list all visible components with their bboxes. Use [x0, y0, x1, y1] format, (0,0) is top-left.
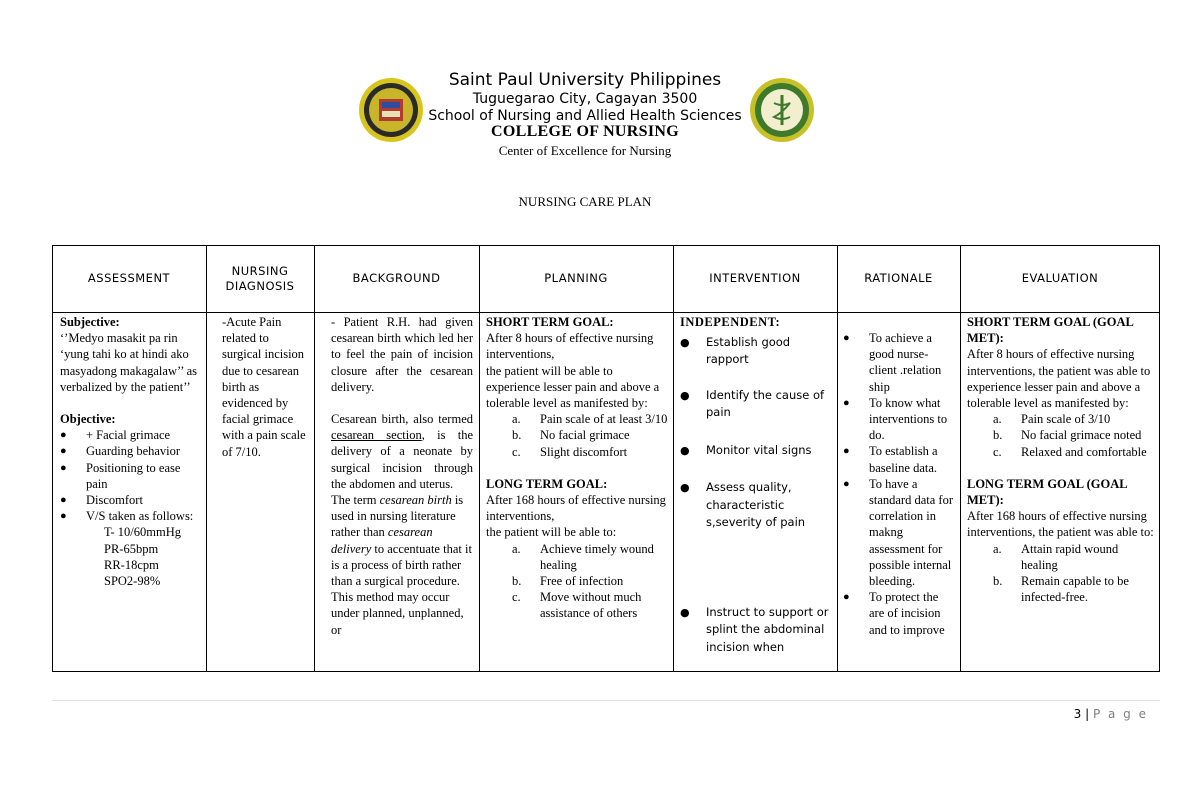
- text-run: cesarean delivery: [331, 525, 433, 556]
- background-paragraph: [331, 492, 473, 638]
- long-term-results: [967, 541, 1157, 606]
- background-cell: [331, 314, 473, 670]
- list-item: ● Positioning to ease pain: [60, 460, 202, 492]
- list-item: c. Move without much assistance of others: [512, 590, 642, 621]
- text-run: cesarean birth: [379, 493, 452, 508]
- list-item: b. Remain capable to be infected-free.: [993, 574, 1129, 605]
- header-planning: PLANNING: [544, 271, 608, 285]
- list-item: a. Pain scale of at least 3/10: [512, 412, 668, 427]
- background-paragraph: - Patient R.H. had given cesarean birth which led her to feel the pain of incision closure after the cesarean delivery.: [331, 315, 473, 394]
- college-tagline: Center of Excellence for Nursing: [498, 143, 672, 158]
- text-run: The term: [331, 493, 380, 508]
- list-item: ● Assess quality, characteristic s,severity of pain: [680, 479, 832, 532]
- footer-divider: [52, 700, 1160, 701]
- long-term-criteria: [486, 541, 668, 622]
- college-name: COLLEGE OF NURSING: [491, 123, 679, 140]
- list-item: c. Relaxed and comfortable: [993, 444, 1147, 459]
- evaluation-cell: [967, 314, 1157, 670]
- list-item: ● Establish good rapport: [680, 334, 832, 369]
- header-diagnosis: [206, 245, 314, 312]
- planning-text: the patient will be able to:: [486, 525, 617, 540]
- university-name: Saint Paul University Philippines: [448, 70, 722, 90]
- short-term-criteria: [486, 411, 668, 460]
- list-item: ● V/S taken as follows:: [60, 508, 202, 524]
- page-number: 3: [1073, 707, 1082, 721]
- intervention-cell: [680, 314, 832, 670]
- list-item: a. Attain rapid wound healing: [993, 541, 1119, 572]
- cesarean-section-link[interactable]: cesarean section: [331, 428, 422, 443]
- short-term-goal-met-label: SHORT TERM GOAL (GOAL MET):: [967, 315, 1134, 346]
- text-run: to accentuate that it is a process of birth rather than a surgical procedure. This method may occur under planned, unplanned, or: [331, 541, 472, 637]
- evaluation-text: After 168 hours of effective nursing interventions, the patient was able to:: [967, 509, 1154, 540]
- planning-text: After 8 hours of effective nursing interventions,: [486, 331, 654, 362]
- list-item: ● To establish a baseline data.: [843, 443, 956, 475]
- list-item: ● To achieve a good nurse-client .relation ship: [843, 330, 956, 395]
- text-run: Cesarean birth, also termed: [331, 412, 473, 427]
- evaluation-text: After 8 hours of effective nursing interventions, the patient was able to experience lesser pain and above a tolerable level as manifested by:: [967, 347, 1151, 411]
- table-header-divider: [52, 312, 1160, 313]
- planning-text: After 168 hours of effective nursing interventions,: [486, 493, 666, 524]
- list-item: ● To have a standard data for correlation in makng assessment for possible internal bleeding.: [843, 476, 956, 589]
- text-run: , is the delivery of a neonate by surgical incision through the abdomen and uterus.: [331, 428, 473, 491]
- header-diagnosis-label: NURSING DIAGNOSIS: [225, 263, 295, 293]
- planning-text: the patient will be able to experience lesser pain and above a tolerable level as manifested by:: [486, 363, 660, 411]
- diagnosis-text: -Acute Pain related to surgical incision due to cesarean birth as evidenced by facial grimace with a pain scale of 7/10.: [222, 315, 306, 459]
- text-run: is used in nursing literature rather than: [331, 493, 464, 540]
- assessment-cell: [60, 314, 202, 670]
- header-background: BACKGROUND: [352, 271, 441, 285]
- subjective-label: Subjective:: [60, 315, 120, 329]
- vital-sign: PR-65bpm: [104, 541, 159, 556]
- list-item: b. Free of infection: [512, 574, 624, 589]
- header-evaluation: EVALUATION: [1021, 271, 1099, 285]
- vitals-list: [60, 524, 202, 589]
- header-rationale: RATIONALE: [864, 271, 933, 285]
- list-item: c. Slight discomfort: [512, 444, 628, 459]
- document-title: NURSING CARE PLAN: [518, 194, 652, 209]
- objective-list: [60, 427, 202, 524]
- rationale-list: [843, 330, 956, 638]
- short-term-goal-label: SHORT TERM GOAL:: [486, 315, 614, 329]
- list-item: b. No facial grimace noted: [993, 428, 1142, 443]
- list-item: a. Pain scale of 3/10: [993, 412, 1111, 427]
- header-intervention: INTERVENTION: [709, 271, 801, 285]
- header-assessment: ASSESSMENT: [87, 271, 171, 285]
- list-item: ● Identify the cause of pain: [680, 387, 832, 422]
- footer-separator: |: [1085, 707, 1090, 721]
- planning-cell: [486, 314, 668, 670]
- city-address: Tuguegarao City, Cagayan 3500: [472, 91, 698, 107]
- vital-sign: T- 10/60mmHg: [104, 525, 181, 540]
- list-item: ● To know what interventions to do.: [843, 395, 956, 444]
- intervention-list: [680, 334, 832, 657]
- list-item: ● Discomfort: [60, 492, 202, 508]
- list-item: ● Guarding behavior: [60, 443, 202, 459]
- list-item: ● Instruct to support or splint the abdominal incision when: [680, 604, 832, 657]
- vital-sign: RR-18cpm: [104, 557, 159, 572]
- short-term-results: [967, 411, 1157, 460]
- objective-label: Objective:: [60, 412, 116, 427]
- background-paragraph: [331, 411, 473, 492]
- diagnosis-cell: [222, 314, 310, 670]
- independent-label: INDEPENDENT:: [680, 315, 781, 329]
- subjective-text: ‘’Medyo masakit pa rin ‘yung tahi ko at hindi ako masyadong makagalaw’’ as verbalized by the patient’’: [60, 331, 197, 394]
- list-item: ● + Facial grimace: [60, 427, 202, 443]
- school-name: School of Nursing and Allied Health Sciences: [428, 108, 742, 124]
- long-term-goal-label: LONG TERM GOAL:: [486, 476, 608, 491]
- rationale-cell: [843, 314, 956, 670]
- list-item: a. Achieve timely wound healing: [512, 541, 654, 572]
- list-item: b. No facial grimace: [512, 428, 630, 443]
- vital-sign: SPO2-98%: [104, 574, 161, 589]
- list-item: ● To protect the are of incision and to improve: [843, 589, 956, 638]
- page-label: P a g e: [1092, 707, 1148, 721]
- list-item: ● Monitor vital signs: [680, 442, 832, 460]
- page-footer: [1074, 707, 1148, 721]
- long-term-goal-met-label: LONG TERM GOAL (GOAL MET):: [967, 476, 1127, 508]
